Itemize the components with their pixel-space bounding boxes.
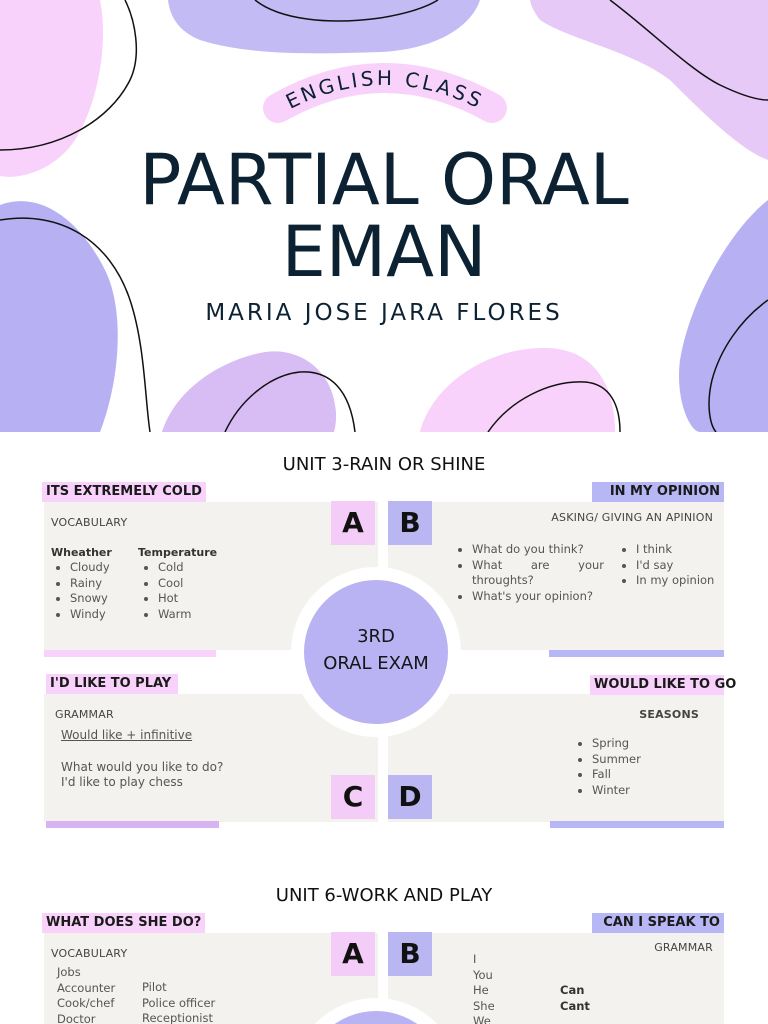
cover-title-line1: PARTIAL ORAL	[139, 139, 629, 221]
unit6-tag-b: CAN I SPEAK TO	[592, 913, 724, 933]
grammar-rule: Would like + infinitive	[61, 728, 193, 742]
unit3-tag-a: ITS EXTREMELY COLD	[42, 482, 206, 502]
unit3-d-heading: SEASONS	[639, 708, 699, 721]
author-name: MARIA JOSE JARA FLORES	[205, 300, 563, 326]
temperature-list	[146, 560, 191, 622]
list-item: • Snowy	[70, 591, 110, 607]
opinion-questions-list	[460, 542, 604, 604]
modals-list	[560, 983, 590, 1014]
unit6-letter-b: B	[388, 932, 432, 976]
unit3-strip-b	[549, 650, 724, 657]
unit3-tag-b: IN MY OPINION	[592, 482, 724, 502]
list-item: • Cold	[158, 560, 191, 576]
list-item: We	[473, 1014, 491, 1024]
list-item: • Summer	[592, 752, 641, 768]
list-item: • Rainy	[70, 576, 110, 592]
list-item: Receptionist	[142, 1011, 213, 1024]
list-item: Jobs	[57, 965, 81, 979]
center-line2: ORAL EXAM	[323, 653, 429, 674]
unit6-letter-a: A	[331, 932, 375, 976]
list-item: • What's your opinion?	[472, 589, 604, 605]
grammar-question: What would you like to do?	[61, 760, 224, 774]
cover-title-line2: EMAN	[281, 211, 487, 293]
list-item: I	[473, 952, 477, 966]
grammar-answer: I'd like to play chess	[61, 775, 183, 789]
unit6-tag-a: WHAT DOES SHE DO?	[42, 913, 205, 933]
seasons-list	[580, 736, 641, 798]
list-item: Police officer	[142, 995, 216, 1010]
weather-heading: Wheather	[51, 546, 112, 559]
unit3-c-heading: GRAMMAR	[55, 708, 114, 721]
list-item: • Windy	[70, 607, 110, 623]
unit3-letter-a: A	[331, 501, 375, 545]
pronouns-list	[473, 952, 495, 1024]
list-item: Can	[560, 983, 585, 997]
unit3-tag-d: WOULD LIKE TO GO	[590, 675, 724, 695]
list-item: • Hot	[158, 591, 191, 607]
list-item: • Spring	[592, 736, 641, 752]
unit3-a-heading: VOCABULARY	[51, 516, 128, 529]
list-item: Cant	[560, 998, 590, 1013]
unit6-a-heading: VOCABULARY	[51, 947, 128, 960]
unit6-b-heading: GRAMMAR	[654, 941, 713, 954]
list-item: • Cloudy	[70, 560, 110, 576]
unit3-title: UNIT 3-RAIN OR SHINE	[282, 454, 486, 475]
cover-slide	[0, 0, 768, 432]
unit3-letter-d: D	[388, 775, 432, 819]
list-item: Cook/chef	[57, 996, 115, 1010]
list-item: • Winter	[592, 783, 641, 799]
jobs-col1	[57, 965, 115, 1024]
badge-text: ENGLISH CLASS	[281, 65, 488, 114]
list-item: • What are your throughts?	[472, 558, 604, 589]
list-item: • Fall	[592, 767, 641, 783]
list-item: Accounter	[57, 980, 116, 995]
weather-list	[58, 560, 110, 622]
unit3-strip-c	[46, 821, 219, 828]
opinion-answers-list	[624, 542, 714, 589]
jobs-col2	[142, 980, 215, 1024]
unit3-letter-b: B	[388, 501, 432, 545]
unit3-strip-a	[44, 650, 216, 657]
list-item: • In my opinion	[636, 573, 714, 589]
list-item: • I'd say	[636, 558, 714, 574]
unit3-b-heading: ASKING/ GIVING AN APINION	[551, 511, 713, 524]
unit3-tag-c: I'D LIKE TO PLAY	[46, 674, 178, 694]
unit3-center-circle	[304, 580, 448, 724]
unit6-title: UNIT 6-WORK AND PLAY	[275, 885, 493, 906]
list-item: He	[473, 983, 489, 997]
unit3-strip-d	[550, 821, 724, 828]
temperature-heading: Temperature	[138, 546, 218, 559]
center-line1: 3RD	[357, 626, 395, 647]
list-item: • Warm	[158, 607, 191, 623]
list-item: Pilot	[142, 980, 167, 994]
list-item: You	[473, 967, 493, 982]
list-item: • I think	[636, 542, 714, 558]
list-item: Doctor	[57, 1011, 96, 1024]
list-item: • Cool	[158, 576, 191, 592]
list-item: She	[473, 998, 495, 1013]
unit3-letter-c: C	[331, 775, 375, 819]
list-item: • What do you think?	[472, 542, 604, 558]
